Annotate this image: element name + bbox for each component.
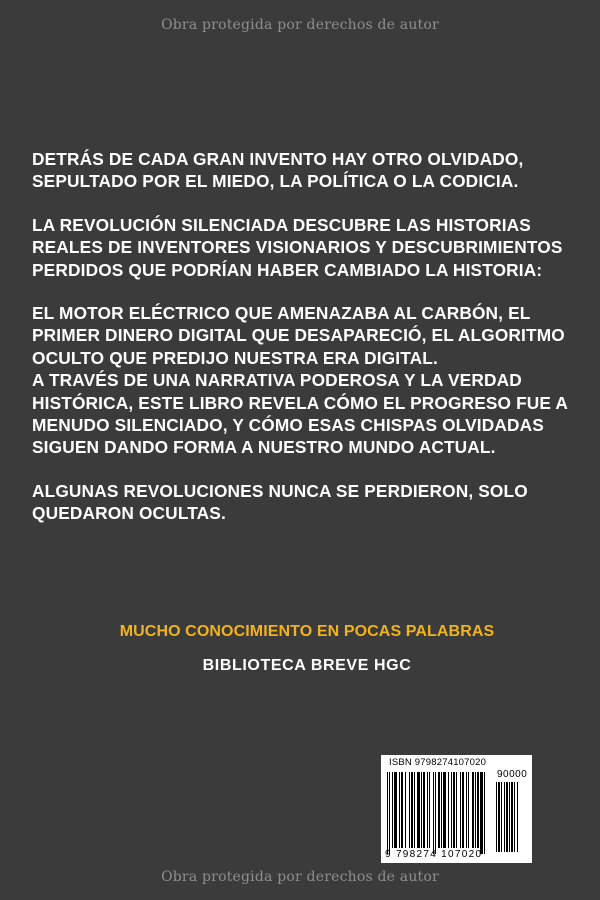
blurb-line: OCULTO QUE PREDIJO NUESTRA ERA DIGITAL. bbox=[32, 347, 438, 368]
barcode-bar bbox=[468, 772, 469, 848]
barcode-bar bbox=[435, 772, 436, 854]
barcode-bar bbox=[498, 782, 500, 852]
publisher-name: BIBLIOTECA BREVE HGC bbox=[202, 657, 412, 674]
barcode-addon-code: 90000 bbox=[497, 769, 528, 780]
barcode-bar bbox=[394, 772, 397, 848]
barcode-bar bbox=[429, 772, 430, 848]
barcode-bar bbox=[456, 772, 457, 848]
blurb-line: ALGUNAS REVOLUCIONES NUNCA SE PERDIERON, SOLO bbox=[32, 480, 528, 501]
tagline: MUCHO CONOCIMIENTO EN POCAS PALABRAS bbox=[119, 623, 495, 640]
barcode-bar bbox=[511, 782, 513, 852]
blurb-paragraph bbox=[32, 480, 580, 525]
blurb-line: A TRAVÉS DE UNA NARRATIVA PODEROSA Y LA VERDAD bbox=[32, 370, 522, 391]
barcode-bar bbox=[389, 772, 390, 854]
blurb-line: MENUDO SILENCIADO, Y CÓMO ESAS CHISPAS OLVIDADAS bbox=[32, 415, 544, 436]
blurb-paragraph bbox=[32, 214, 580, 281]
barcode-bar bbox=[506, 782, 508, 852]
barcode-bar bbox=[421, 772, 422, 848]
blurb-line: LA REVOLUCIÓN SILENCIADA DESCUBRE LAS HISTORIAS bbox=[32, 214, 531, 235]
blurb-paragraph bbox=[32, 302, 580, 459]
barcode-bar bbox=[443, 772, 446, 848]
barcode-bar bbox=[405, 772, 406, 848]
barcode-bar bbox=[438, 772, 440, 848]
barcode-bars-main bbox=[387, 772, 487, 848]
barcode-bars-addon bbox=[496, 782, 526, 852]
barcode-bar bbox=[472, 772, 474, 848]
barcode-bar bbox=[427, 772, 428, 848]
barcode-bar bbox=[417, 772, 420, 848]
blurb-line: HISTÓRICA, ESTE LIBRO REVELA CÓMO EL PROGRESO FUE A bbox=[32, 392, 569, 413]
blurb-line: SIGUEN DANDO FORMA A NUESTRO MUNDO ACTUAL. bbox=[32, 437, 496, 458]
barcode-bar bbox=[433, 772, 434, 854]
barcode-bar bbox=[460, 772, 461, 848]
blurb-line: SEPULTADO POR EL MIEDO, LA POLÍTICA O LA CODICIA. bbox=[32, 171, 519, 192]
barcode-digits: 9 798274 107020 bbox=[385, 849, 483, 860]
barcode-bar bbox=[517, 782, 518, 852]
barcode-bar bbox=[411, 772, 413, 848]
barcode-bar bbox=[501, 782, 502, 852]
barcode-bar bbox=[475, 772, 476, 848]
barcode-bar bbox=[514, 782, 515, 852]
barcode-bar bbox=[453, 772, 455, 848]
barcode-bar bbox=[480, 772, 483, 854]
barcode-bar bbox=[496, 782, 497, 852]
barcode-bar bbox=[441, 772, 442, 848]
barcode-bar bbox=[448, 772, 449, 848]
copyright-watermark-bottom: Obra protegida por derechos de autor bbox=[161, 869, 439, 885]
barcode-bar bbox=[409, 772, 410, 848]
barcode-bar bbox=[477, 772, 479, 848]
blurb-line: EL MOTOR ELÉCTRICO QUE AMENAZABA AL CARBÓN, EL bbox=[32, 303, 531, 324]
blurb-line: REALES DE INVENTORES VISIONARIOS Y DESCUBRIMIENTOS bbox=[32, 237, 563, 258]
barcode-bar bbox=[509, 782, 510, 852]
blurb-line: QUEDARON OCULTAS. bbox=[32, 503, 226, 524]
barcode-bar bbox=[484, 772, 485, 854]
isbn-barcode bbox=[381, 755, 532, 863]
barcode-bar bbox=[414, 772, 415, 848]
barcode-bar bbox=[423, 772, 425, 848]
barcode-bar bbox=[399, 772, 400, 848]
barcode-bar bbox=[392, 772, 393, 848]
blurb-text bbox=[32, 148, 580, 546]
barcode-bar bbox=[504, 782, 505, 852]
blurb-line: PERDIDOS QUE PODRÍAN HABER CAMBIADO LA HISTORIA: bbox=[32, 259, 543, 280]
barcode-bar bbox=[387, 772, 388, 854]
blurb-paragraph bbox=[32, 148, 580, 193]
copyright-watermark-top: Obra protegida por derechos de autor bbox=[161, 17, 439, 33]
blurb-line: PRIMER DINERO DIGITAL QUE DESAPARECIÓ, EL ALGORITMO bbox=[32, 325, 565, 346]
blurb-line: DETRÁS DE CADA GRAN INVENTO HAY OTRO OLVIDADO, bbox=[32, 149, 524, 169]
barcode-bar bbox=[451, 772, 452, 848]
barcode-bar bbox=[462, 772, 464, 848]
barcode-bar bbox=[466, 772, 467, 848]
barcode-bar bbox=[401, 772, 403, 848]
isbn-label: ISBN 9798274107020 bbox=[389, 757, 487, 768]
